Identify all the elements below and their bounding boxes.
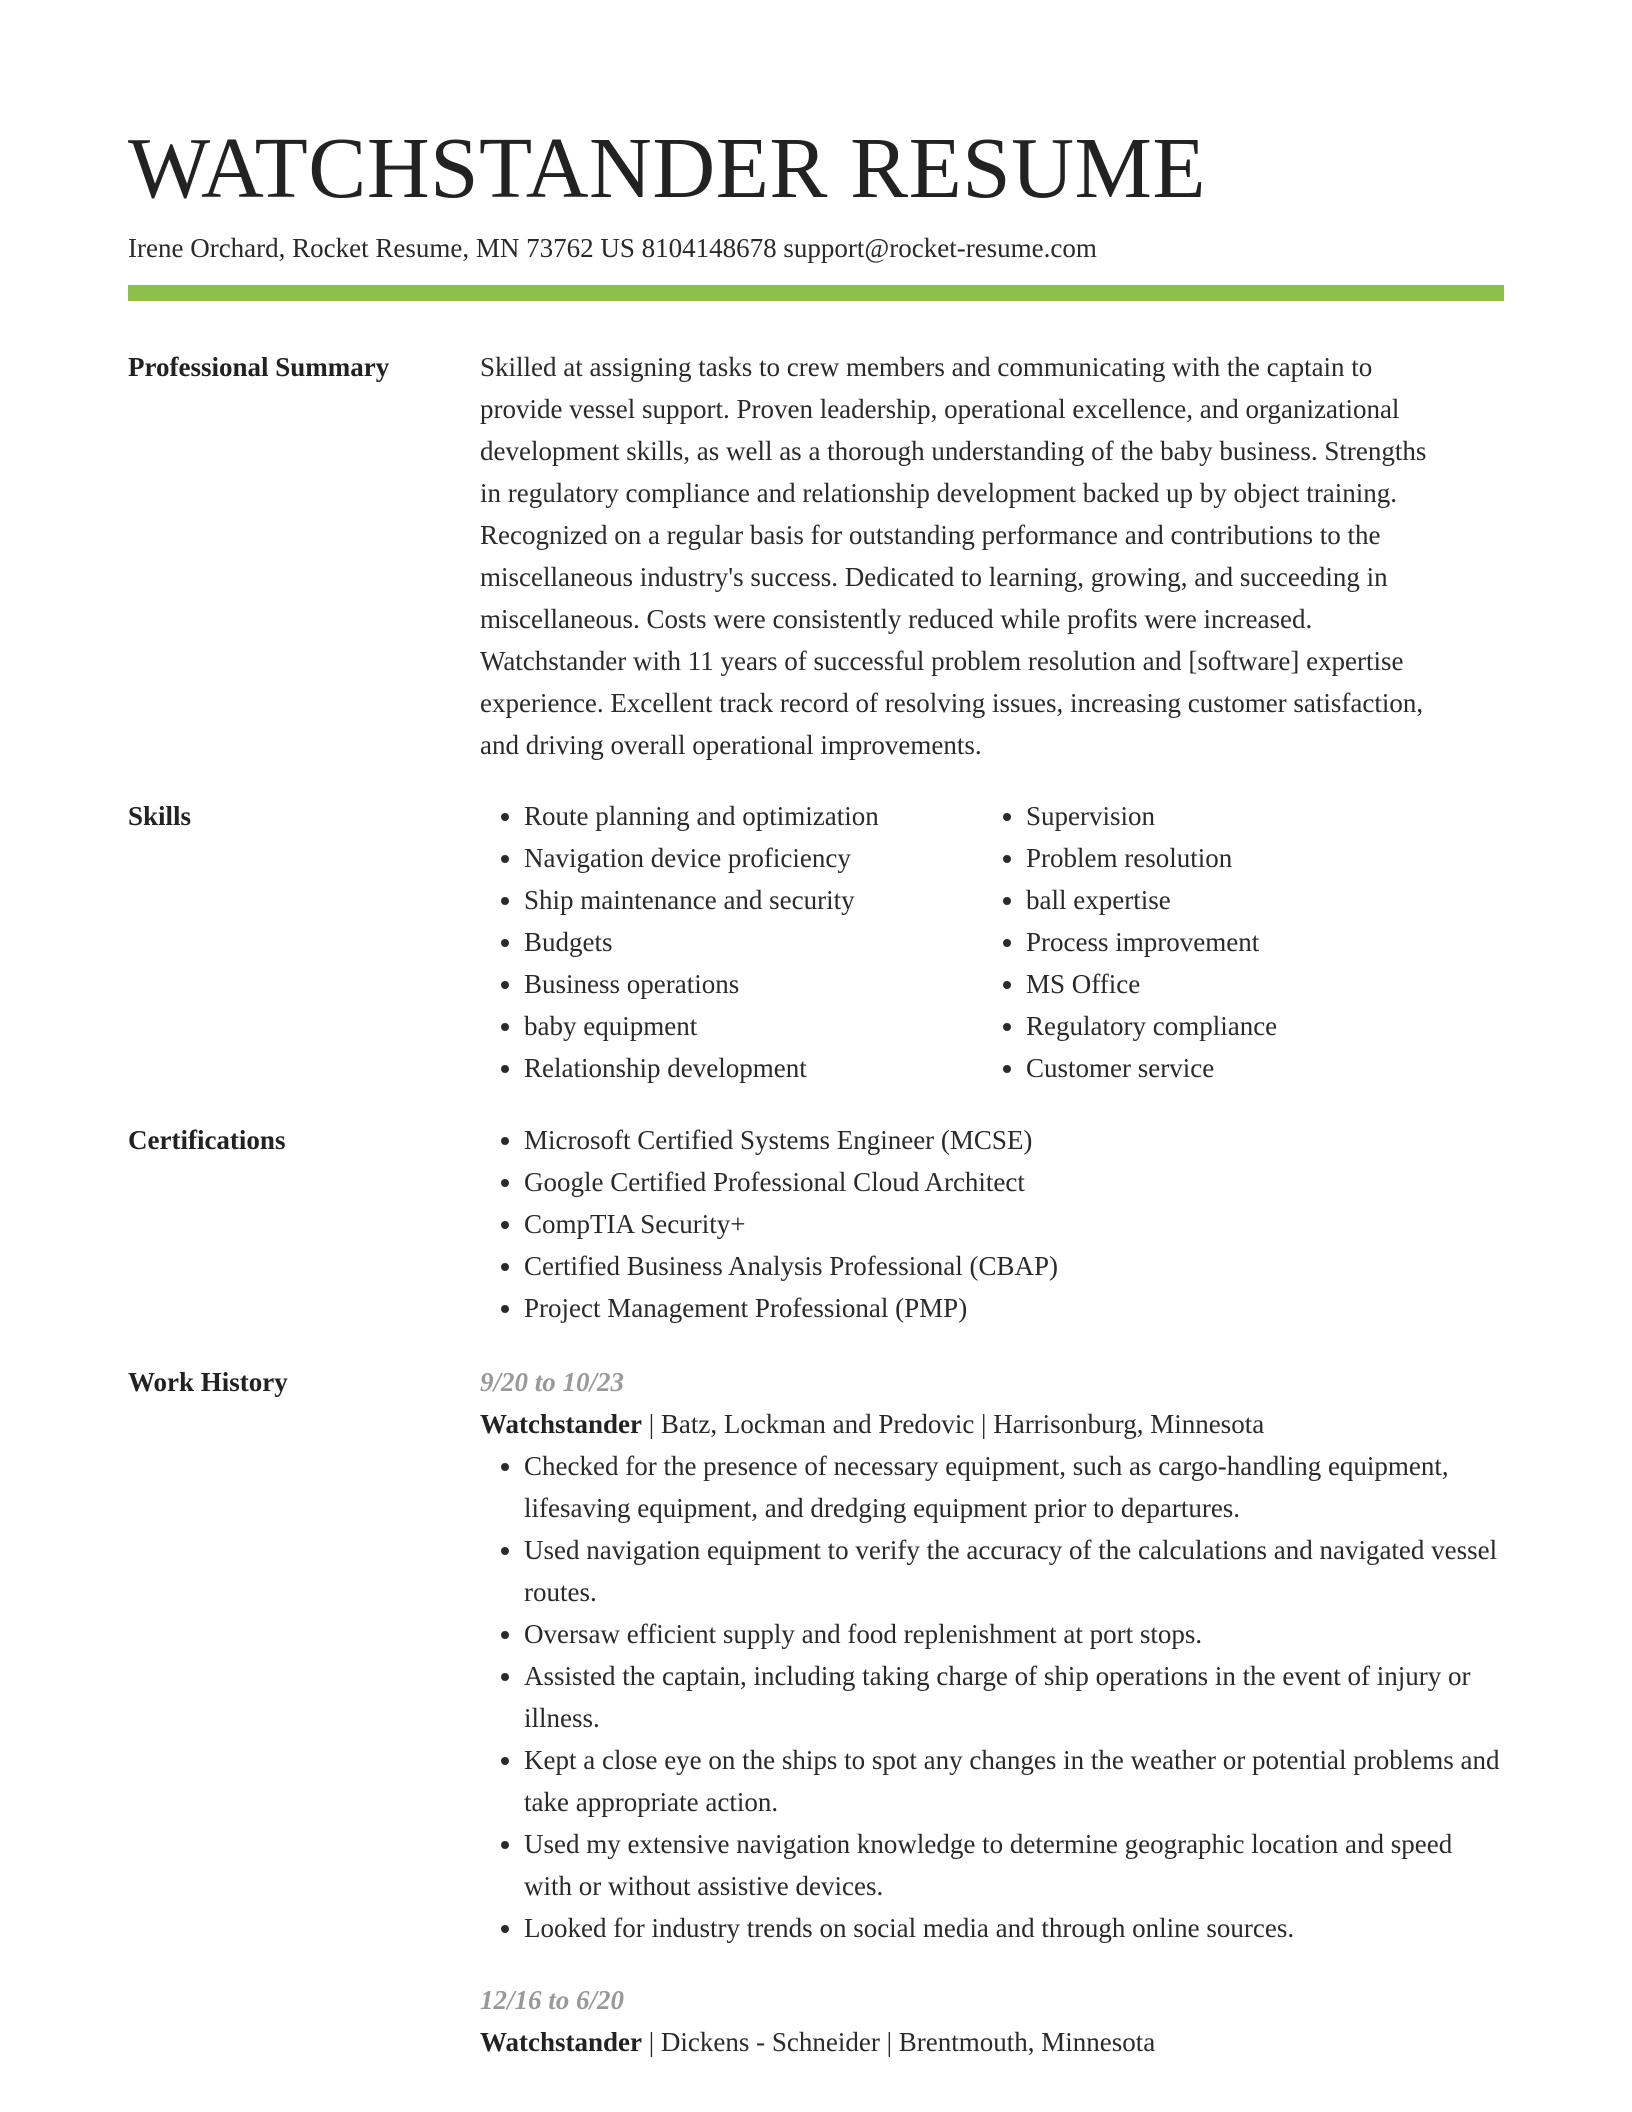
skill-item: • MS Office: [1026, 963, 1482, 1005]
job-entry: [480, 1979, 1504, 2063]
job-dates: 9/20 to 10/23: [480, 1367, 625, 1397]
skill-item: • Customer service: [1026, 1047, 1482, 1089]
job-bullet: • Used my extensive navigation knowledge to determine geographic location and speed with or without assistive devices.: [524, 1823, 1504, 1907]
job-entry: [480, 1361, 1504, 1949]
job-dates: 12/16 to 6/20: [480, 1985, 625, 2015]
job-role-line: [480, 2021, 1504, 2063]
summary-label: Professional Summary: [128, 352, 390, 382]
summary-line: experience. Excellent track record of resolving issues, increasing customer satisfaction,: [480, 688, 1424, 718]
summary-line: miscellaneous. Costs were consistently reduced while profits were increased.: [480, 604, 1313, 634]
work-history-label: Work History: [128, 1367, 288, 1397]
skill-item: • Route planning and optimization: [524, 795, 980, 837]
job-bullet: • Assisted the captain, including taking charge of ship operations in the event of injury or illness.: [524, 1655, 1504, 1739]
certification-item: • CompTIA Security+: [524, 1203, 1504, 1245]
job-bullet: • Oversaw efficient supply and food replenishment at port stops.: [524, 1613, 1504, 1655]
summary-line: provide vessel support. Proven leadership, operational excellence, and organizational: [480, 394, 1400, 424]
summary-line: miscellaneous industry's success. Dedicated to learning, growing, and succeeding in: [480, 562, 1388, 592]
skill-item: • ball expertise: [1026, 879, 1482, 921]
skill-item: • Business operations: [524, 963, 980, 1005]
job-title: Watchstander: [480, 2027, 642, 2057]
summary-line: Recognized on a regular basis for outstanding performance and contributions to the: [480, 520, 1381, 550]
job-bullet: • Checked for the presence of necessary equipment, such as cargo-handling equipment, lifesaving equipment, and dredging equipment prior to departures.: [524, 1445, 1504, 1529]
contact-line: Irene Orchard, Rocket Resume, MN 73762 US 8104148678 support@rocket-resume.com: [128, 233, 1097, 263]
job-bullet: • Looked for industry trends on social media and through online sources.: [524, 1907, 1504, 1949]
header-divider: [128, 285, 1504, 301]
job-title: Watchstander: [480, 1409, 642, 1439]
skill-item: • Regulatory compliance: [1026, 1005, 1482, 1047]
skill-item: • Supervision: [1026, 795, 1482, 837]
certifications-label: Certifications: [128, 1125, 286, 1155]
job-bullet: • Used navigation equipment to verify the accuracy of the calculations and navigated vessel routes.: [524, 1529, 1504, 1613]
job-details: | Batz, Lockman and Predovic | Harrisonburg, Minnesota: [642, 1409, 1265, 1439]
job-bullet-list: [480, 1445, 1504, 1949]
skill-item: • Navigation device proficiency: [524, 837, 980, 879]
summary-line: in regulatory compliance and relationship development backed up by object training.: [480, 478, 1397, 508]
certification-item: • Microsoft Certified Systems Engineer (MCSE): [524, 1119, 1504, 1161]
skills-column-right: [982, 795, 1482, 1089]
skill-item: • Process improvement: [1026, 921, 1482, 963]
skill-item: • Budgets: [524, 921, 980, 963]
certifications-body: [480, 1119, 1504, 1329]
job-bullet: • Kept a close eye on the ships to spot any changes in the weather or potential problems and take appropriate action.: [524, 1739, 1504, 1823]
skill-item: • Problem resolution: [1026, 837, 1482, 879]
work-history-body: [480, 1361, 1504, 2063]
skill-item: • Ship maintenance and security: [524, 879, 980, 921]
job-details: | Dickens - Schneider | Brentmouth, Minnesota: [642, 2027, 1156, 2057]
certification-item: • Google Certified Professional Cloud Architect: [524, 1161, 1504, 1203]
certification-item: • Project Management Professional (PMP): [524, 1287, 1504, 1329]
summary-line: Skilled at assigning tasks to crew members and communicating with the captain to: [480, 352, 1373, 382]
skill-item: • Relationship development: [524, 1047, 980, 1089]
skills-label: Skills: [128, 801, 192, 831]
skill-item: • baby equipment: [524, 1005, 980, 1047]
resume-title: WATCHSTANDER RESUME: [128, 119, 1207, 216]
certification-item: • Certified Business Analysis Professional (CBAP): [524, 1245, 1504, 1287]
skills-column-left: [480, 795, 980, 1089]
summary-line: Watchstander with 11 years of successful problem resolution and [software] expertise: [480, 646, 1404, 676]
summary-body: [480, 346, 1504, 766]
summary-line: development skills, as well as a thorough understanding of the baby business. Strengths: [480, 436, 1427, 466]
job-role-line: [480, 1403, 1504, 1445]
summary-line: and driving overall operational improvements.: [480, 730, 982, 760]
